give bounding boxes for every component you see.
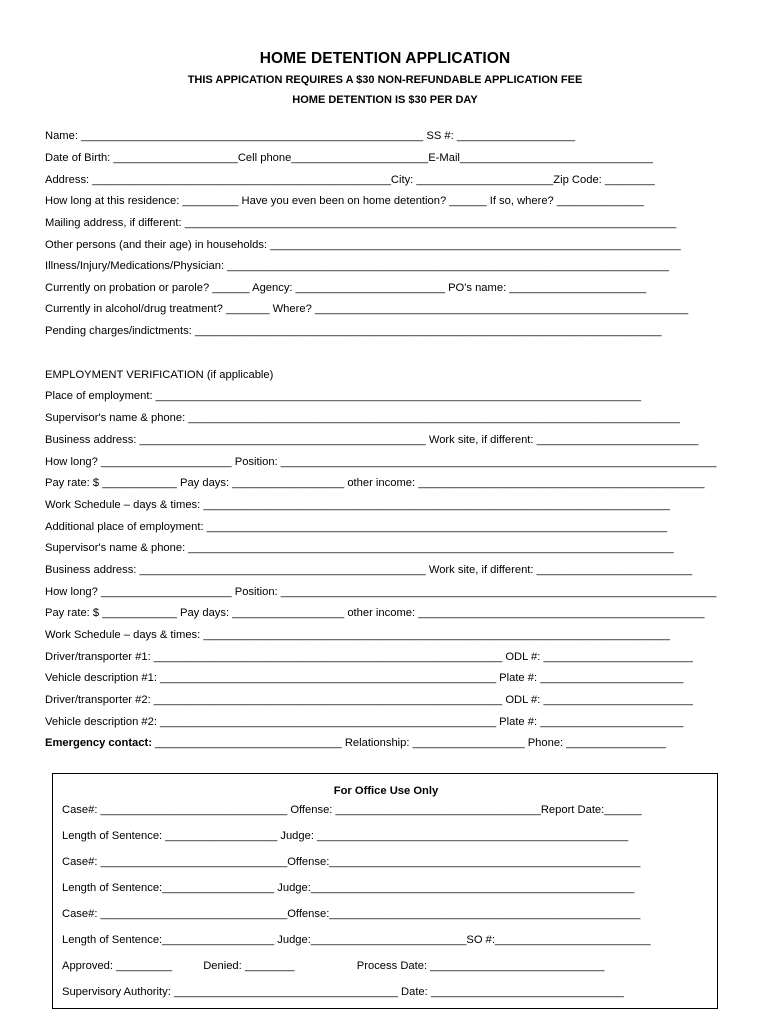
office-sentence-row-2[interactable]: Length of Sentence:__________________ Judge:____________________________________________________ bbox=[62, 882, 635, 894]
work-schedule-line[interactable]: Work Schedule – days & times: ___________________________________________________________________________ bbox=[45, 499, 670, 511]
emergency-contact-label: Emergency contact: bbox=[45, 737, 152, 749]
pay-rate-line[interactable]: Pay rate: $ ____________ Pay days: __________________ other income: ______________________________________________ bbox=[45, 477, 705, 489]
page-title: HOME DETENTION APPLICATION bbox=[259, 50, 511, 67]
employment-heading: EMPLOYMENT VERIFICATION (if applicable) bbox=[45, 369, 274, 381]
daily-rate-notice: HOME DETENTION IS $30 PER DAY bbox=[292, 94, 478, 106]
business-address-line-2[interactable]: Business address: ______________________________________________ Work site, if different: _________________________ bbox=[45, 564, 693, 576]
emergency-contact-fields[interactable]: ______________________________ Relationship: __________________ Phone: ________________ bbox=[151, 737, 666, 749]
fee-notice: THIS APPICATION REQUIRES A $30 NON-REFUNDABLE APPLICATION FEE bbox=[187, 74, 583, 86]
vehicle-2-line[interactable]: Vehicle description #2: ______________________________________________________ Plate #: _______________________ bbox=[45, 716, 684, 728]
pay-rate-line-2[interactable]: Pay rate: $ ____________ Pay days: __________________ other income: ______________________________________________ bbox=[45, 607, 705, 619]
office-sentence-row-1[interactable]: Length of Sentence: __________________ Judge: __________________________________________________ bbox=[62, 830, 629, 842]
dob-line[interactable]: Date of Birth: ____________________Cell phone______________________E-Mail_______________________________ bbox=[45, 152, 653, 164]
office-approval-row[interactable]: Approved: _________ Denied: ________ Process Date: ____________________________ bbox=[62, 960, 605, 972]
mailing-line[interactable]: Mailing address, if different: _______________________________________________________________________________ bbox=[45, 217, 677, 229]
business-address-line[interactable]: Business address: ______________________________________________ Work site, if different: __________________________ bbox=[45, 434, 699, 446]
vehicle-1-line[interactable]: Vehicle description #1: ______________________________________________________ Plate #: _______________________ bbox=[45, 672, 684, 684]
address-line[interactable]: Address: ________________________________________________City: ______________________Zip Code: ________ bbox=[45, 174, 655, 186]
work-schedule-line-2[interactable]: Work Schedule – days & times: ___________________________________________________________________________ bbox=[45, 629, 670, 641]
office-case-row-2[interactable]: Case#: ______________________________Offense:__________________________________________________ bbox=[62, 856, 641, 868]
office-use-box bbox=[52, 773, 718, 1009]
emergency-contact-line[interactable] bbox=[45, 736, 725, 750]
treatment-line[interactable]: Currently in alcohol/drug treatment? _______ Where? ____________________________________________________________ bbox=[45, 303, 689, 315]
office-use-title: For Office Use Only bbox=[333, 785, 439, 797]
driver-1-line[interactable]: Driver/transporter #1: ________________________________________________________ ODL #: ________________________ bbox=[45, 651, 693, 663]
how-long-line-2[interactable]: How long? _____________________ Position: ______________________________________________________________________ bbox=[45, 586, 717, 598]
driver-2-line[interactable]: Driver/transporter #2: ________________________________________________________ ODL #: ________________________ bbox=[45, 694, 693, 706]
how-long-line[interactable]: How long? _____________________ Position: ______________________________________________________________________ bbox=[45, 456, 717, 468]
additional-employment-line[interactable]: Additional place of employment: __________________________________________________________________________ bbox=[45, 521, 668, 533]
household-line[interactable]: Other persons (and their age) in households: __________________________________________________________________ bbox=[45, 239, 681, 251]
supervisor-line-2[interactable]: Supervisor's name & phone: ______________________________________________________________________________ bbox=[45, 542, 674, 554]
supervisor-line[interactable]: Supervisor's name & phone: _______________________________________________________________________________ bbox=[45, 412, 680, 424]
probation-line[interactable]: Currently on probation or parole? ______ Agency: ________________________ PO's name: ______________________ bbox=[45, 282, 647, 294]
office-case-row-1[interactable]: Case#: ______________________________ Offense: _________________________________Report Date:______ bbox=[62, 804, 642, 816]
illness-line[interactable]: Illness/Injury/Medications/Physician: _______________________________________________________________________ bbox=[45, 260, 669, 272]
office-authority-row[interactable]: Supervisory Authority: ____________________________________ Date: _______________________________ bbox=[62, 986, 624, 998]
residence-line[interactable]: How long at this residence: _________ Have you even been on home detention? ______ If so, where? ______________ bbox=[45, 195, 644, 207]
place-of-employment-line[interactable]: Place of employment: ______________________________________________________________________________ bbox=[45, 390, 641, 402]
pending-charges-line[interactable]: Pending charges/indictments: ___________________________________________________________________________ bbox=[45, 325, 662, 337]
name-line[interactable]: Name: _______________________________________________________ SS #: ___________________ bbox=[45, 130, 576, 142]
office-sentence-row-3[interactable]: Length of Sentence:__________________ Judge:_________________________SO #:_________________________ bbox=[62, 934, 651, 946]
office-case-row-3[interactable]: Case#: ______________________________Offense:__________________________________________________ bbox=[62, 908, 641, 920]
